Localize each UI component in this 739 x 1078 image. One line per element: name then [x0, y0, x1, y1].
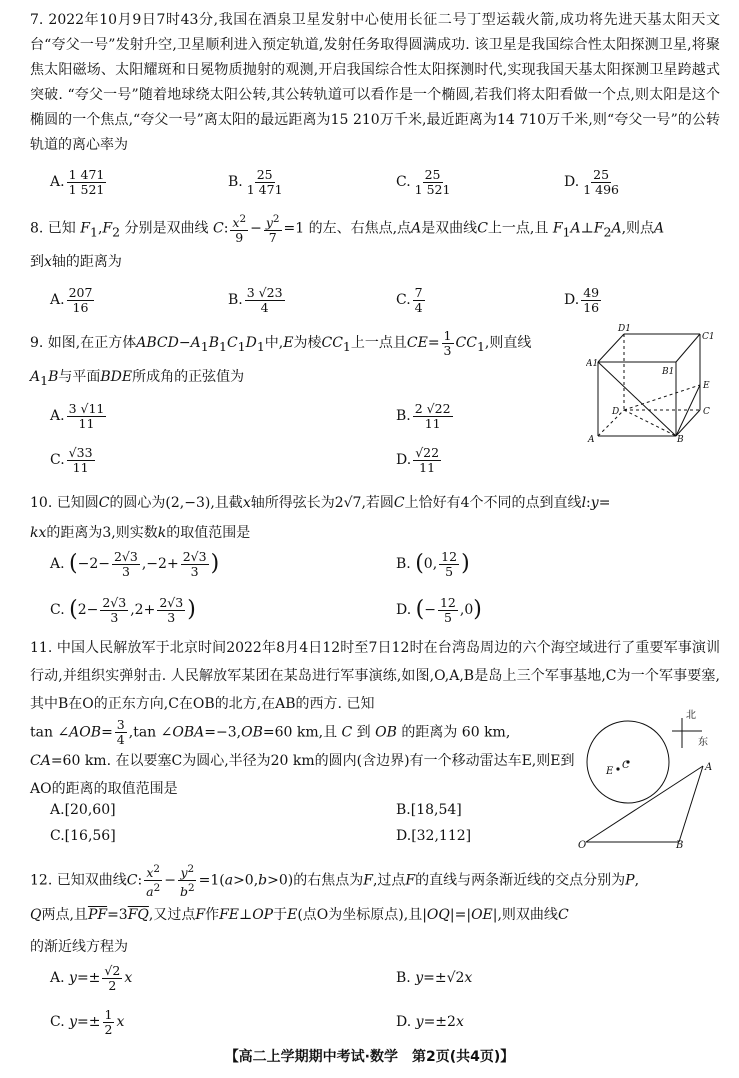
option-9c[interactable]: C. $\frac{√33}{11}$ [50, 444, 93, 475]
page-footer: 【高二上学期期中考试·数学 第2页(共4页)】 [224, 1049, 515, 1065]
question-11-options [50, 798, 570, 858]
option-11c[interactable]: C. [16,56] [50, 828, 116, 844]
question-12: 12. 已知双曲线C: $\frac{x^2}{a^2}$ − $\frac{y^2}{b^2}$ =1(a>0,b>0)的右焦点为F,过点F的直线与两条渐近线的交点分别为P, Q两点,且$\overline{PF}=3\overline{FQ}$,又过点F作FE⊥OP于E(点O为坐标原点),且|OQ|=|OE|,则双曲线C 的渐近线方程为 [30, 863, 640, 956]
option-7c[interactable]: C. $\frac{25}{1 521}$ [396, 166, 451, 197]
question-7 [30, 8, 720, 158]
option-9a[interactable]: A. $\frac{3 √11}{11}$ [50, 400, 105, 431]
option-11a[interactable]: A. [20,60] [50, 802, 116, 818]
option-11b[interactable]: B. [18,54] [396, 802, 462, 818]
label-east: 东 [698, 737, 708, 748]
label-map-B: B [676, 840, 684, 850]
option-10d[interactable]: D. ( − $\frac{12}{5}$ ,0 ) [396, 594, 482, 625]
question-9: 9. 如图,在正方体$ABCD-A_1B_1C_1D_1$中,E为棱$CC_1$上一点且CE= $\frac{1}{3}$ $CC_1$,则直线 $A_1B$与平面BDE所成角的正弦值为 [30, 327, 532, 388]
option-10b[interactable]: B. ( 0, $\frac{12}{5}$ ) [396, 548, 470, 579]
question-8: 8. 已知 $F_1,F_2$ 分别是双曲线 C: $\frac{x^2}{9}$ − $\frac{y^2}{7}$ =1 的左、右焦点,点A是双曲线C上一点,且 $F_1A\perp F_2A$,则点A 到x轴的距离为 [30, 213, 665, 271]
option-10a[interactable]: A. ( −2− $\frac{2√3}{3}$ ,−2+ $\frac{2√3}{3}$ ) [50, 548, 220, 579]
question-10: 10. 已知圆C的圆心为(2,−3),且截x轴所得弦长为2√7,若圆C上恰好有4个不同的点到直线l:y= kx的距离为3,则实数k的取值范围是 [30, 495, 611, 541]
label-B1: B1 [662, 367, 675, 377]
question-7-options [50, 162, 690, 202]
option-8a[interactable]: A. $\frac{207}{16}$ [50, 284, 93, 315]
option-8b[interactable]: B. $\frac{3 √23}{4}$ [228, 284, 283, 315]
option-9d[interactable]: D. $\frac{√22}{11}$ [396, 444, 440, 475]
map-figure [578, 704, 728, 850]
label-A: A [588, 435, 595, 445]
question-8-options [50, 280, 690, 320]
option-12b[interactable]: B. y =±√2 x [396, 970, 473, 986]
option-8c[interactable]: C. $\frac{7}{4}$ [396, 284, 423, 315]
label-map-A: A [705, 762, 713, 773]
question-11-conditions: tan ∠AOB= $\frac{3}{4}$ ,tan ∠OBA=−3,OB=60 km,且 C 到 OB 的距离为 60 km, CA=60 km. 在以要塞C为圆心,半径为20 km的圆内(含边界)有一个移动雷达车E,则E到AO的距离的取值范围是 [30, 717, 575, 797]
option-8d[interactable]: D. $\frac{49}{16}$ [564, 284, 600, 315]
question-9-options-row2 [50, 440, 690, 480]
label-B: B [677, 435, 684, 445]
label-map-O: O [578, 840, 587, 850]
label-D1: D1 [618, 324, 631, 334]
label-map-C: C [622, 760, 630, 771]
label-C: C [703, 407, 710, 417]
label-A1: A1 [586, 359, 599, 369]
option-12c[interactable]: C. y =± $\frac{1}{2}$ x [50, 1006, 125, 1037]
question-10-options-row2 [50, 590, 690, 630]
option-10c[interactable]: C. ( 2− $\frac{2√3}{3}$ ,2+ $\frac{2√3}{3}$ ) [50, 594, 196, 625]
option-11d[interactable]: D. [32,112] [396, 828, 472, 844]
question-12-options-row1 [50, 958, 690, 998]
question-7-stem: 7. 2022年10月9日7时43分,我国在酒泉卫星发射中心使用长征二号丁型运载火箭,成功将先进天基太阳天文台“夸父一号”发射升空,卫星顺利进入预定轨道,发射任务取得圆满成功. 该卫星是我国综合性太阳探测卫星,将聚焦太阳磁场、太阳耀斑和日冕物质抛射的观测,开启我国综合性太阳探测时代,实现我国天基太阳探测卫星跨越式突破. “夸父一号”随着地球绕太阳公转,其公转轨道可以看作是一个椭圆,若我们将太阳看做一个点,则太阳是这个椭圆的一个焦点,“夸父一号”离太阳的最远距离为15 210万千米,最近距离为14 710万千米,则“夸父一号”的公转轨道的离心率为 [30, 12, 720, 153]
label-map-E: E [606, 766, 614, 777]
label-north: 北 [686, 710, 696, 721]
label-D: D [612, 407, 620, 417]
question-12-options-row2 [50, 1002, 690, 1042]
label-C1: C1 [702, 332, 715, 342]
label-E: E [703, 381, 710, 391]
option-7a[interactable]: A. $\frac{1 471}{1 521}$ [50, 166, 105, 197]
question-11: 11. 中国人民解放军于北京时间2022年8月4日12时至7日12时在台湾岛周边的六个海空域进行了重要军事演训行动,并组织实弹射击. 人民解放军某团在某岛进行军事演练,如图,O,A,B是岛上三个军事基地,C为一个军事要塞,其中B在O的正东方向,C在OB的北方,在AB的西方. 已知 [30, 640, 720, 712]
cube-figure [586, 322, 716, 446]
option-7d[interactable]: D. $\frac{25}{1 496}$ [564, 166, 619, 197]
option-9b[interactable]: B. $\frac{2 √22}{11}$ [396, 400, 451, 431]
option-7b[interactable]: B. $\frac{25}{1 471}$ [228, 166, 283, 197]
option-12a[interactable]: A. y =± $\frac{√2}{2}$ x [50, 962, 133, 993]
question-10-options-row1 [50, 544, 690, 584]
option-12d[interactable]: D. y =±2 x [396, 1014, 464, 1030]
